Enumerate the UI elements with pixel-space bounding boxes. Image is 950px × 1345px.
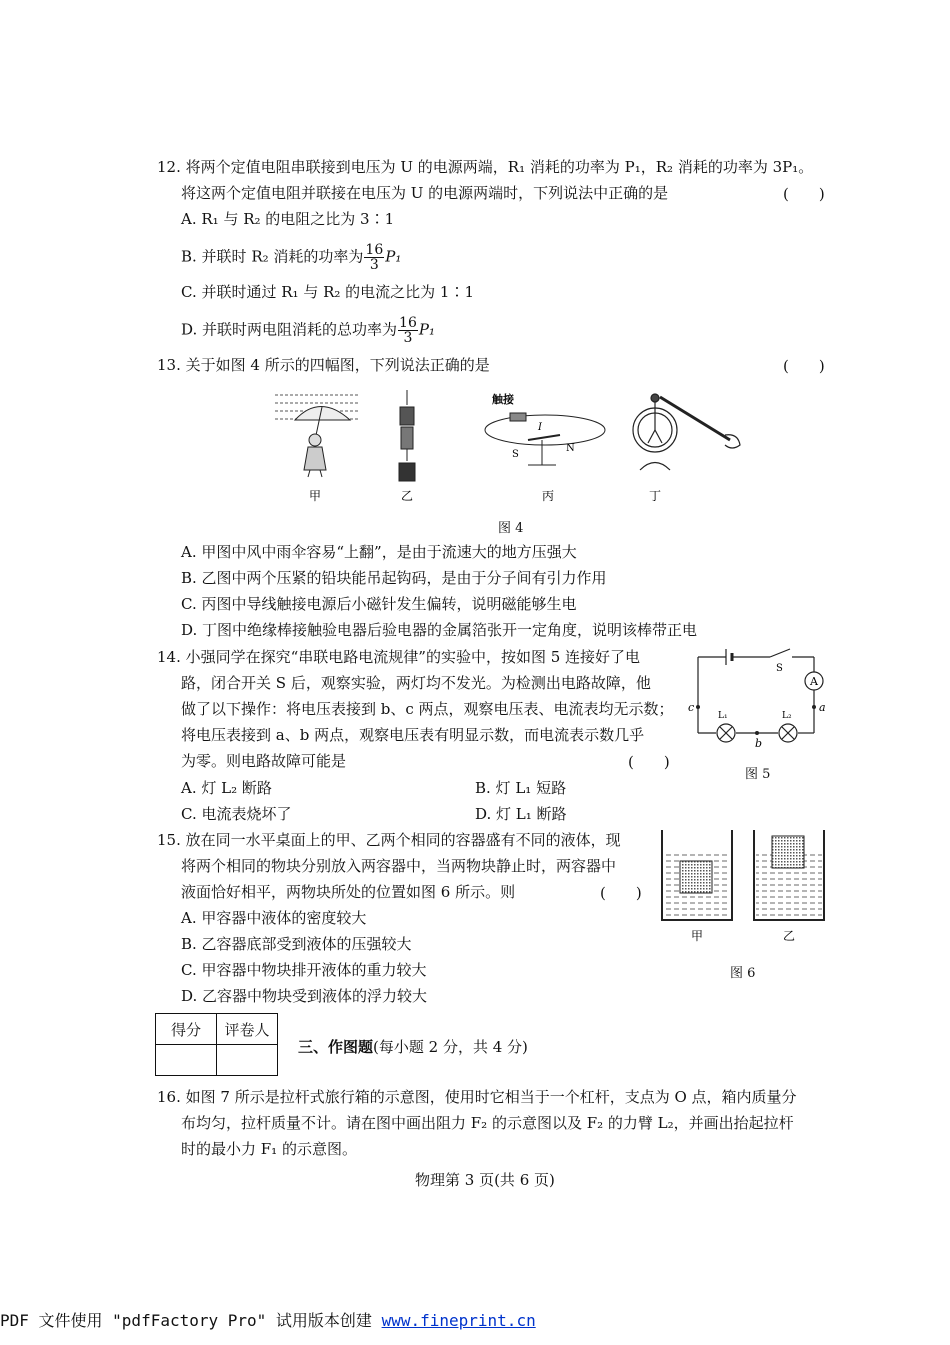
q15-stem-line1: 15. 放在同一水平桌面上的甲、乙两个相同的容器盛有不同的液体，现 — [157, 831, 621, 849]
q12-stem-line1: 12. 将两个定值电阻串联接到电压为 U 的电源两端，R₁ 消耗的功率为 P₁，R₂ 消耗的功率为 3P₁。 — [157, 158, 814, 176]
score-blank-cell — [156, 1045, 217, 1076]
q14-option-a: A. 灯 L₂ 断路 — [181, 779, 272, 797]
fraction-denominator: 3 — [403, 330, 413, 346]
q15-option-b: B. 乙容器底部受到液体的压强较大 — [181, 935, 412, 953]
fig6-container-jia — [662, 830, 732, 920]
fig4-south-label: S — [512, 449, 519, 460]
fig4-current-label: I — [538, 422, 542, 433]
fig4-label-jia: 甲 — [308, 489, 322, 503]
q14-stem-line3: 做了以下操作：将电压表接到 b、c 两点，观察电压表、电流表均无示数； — [181, 700, 674, 718]
watermark-link[interactable]: www.fineprint.cn — [381, 1311, 536, 1330]
pdffactory-watermark — [0, 1308, 536, 1331]
q15-stem-line2: 将两个相同的物块分别放入两容器中，当两物块静止时，两容器中 — [181, 857, 617, 875]
q12-option-d — [181, 316, 435, 345]
q14-stem-line2: 路，闭合开关 S 后，观察实验，两灯均不发光。为检测出电路故障，他 — [181, 674, 651, 692]
grader-blank-cell — [217, 1045, 278, 1076]
fig5-ammeter-label: A — [810, 675, 818, 688]
q13-stem: 13. 关于如图 4 所示的四幅图，下列说法正确的是 — [157, 356, 490, 374]
q13-option-b: B. 乙图中两个压紧的铅块能吊起钩码，是由于分子间有引力作用 — [181, 569, 607, 587]
fig5-point-c — [696, 705, 700, 709]
q14-stem-line4: 将电压表接到 a、b 两点，观察电压表有明显示数，而电流表示数几乎 — [181, 726, 645, 744]
fig5-a-label: a — [819, 701, 826, 714]
grader-label: 评卷人 — [217, 1014, 278, 1045]
q14-option-b: B. 灯 L₁ 短路 — [475, 779, 567, 797]
fig5-lamp-l1-icon — [717, 724, 735, 742]
watermark-text: PDF 文件使用 "pdfFactory Pro" 试用版本创建 — [0, 1311, 372, 1330]
fig5-c-label: c — [688, 701, 695, 714]
q12-stem-line2: 将这两个定值电阻并联接在电压为 U 的电源两端时，下列说法中正确的是 — [181, 184, 669, 202]
section3-heading — [298, 1037, 528, 1057]
q15-option-d: D. 乙容器中物块受到液体的浮力较大 — [181, 987, 428, 1005]
fig5-ammeter-icon — [805, 672, 823, 690]
q13-answer-paren: ( ) — [783, 357, 825, 375]
fig6-caption: 图 6 — [730, 966, 756, 981]
score-box — [155, 1013, 278, 1076]
fig4-label-bing: 丙 — [541, 489, 555, 503]
fig4-touch-label: 触接 — [492, 393, 514, 406]
fig6-container-yi — [754, 830, 824, 920]
fraction-numerator: 16 — [365, 242, 384, 258]
fig4-oersted-illustration — [485, 413, 605, 465]
q15-stem-line3: 液面恰好相平，两物块所处的位置如图 6 所示。则 — [181, 883, 516, 901]
fraction-numerator: 16 — [399, 315, 417, 331]
q12-option-b-text: B. 并联时 R₂ 消耗的功率为 — [181, 247, 364, 266]
fig4-umbrella-illustration — [275, 395, 360, 477]
q12-answer-paren: ( ) — [783, 185, 825, 203]
q12-option-b — [181, 243, 401, 272]
fig5-caption: 图 5 — [745, 767, 771, 782]
fig4-electroscope-illustration — [633, 394, 740, 470]
q15-option-c: C. 甲容器中物块排开液体的重力较大 — [181, 961, 427, 979]
q13-option-a: A. 甲图中风中雨伞容易“上翻”，是由于流速大的地方压强大 — [181, 543, 577, 561]
q13-option-c: C. 丙图中导线触接电源后小磁针发生偏转，说明磁能够生电 — [181, 595, 577, 613]
q16-stem-line1: 16. 如图 7 所示是拉杆式旅行箱的示意图，使用时它相当于一个杠杆，支点为 O 点，箱内质量分 — [157, 1088, 797, 1106]
fig5-point-a — [812, 705, 816, 709]
fraction-denominator: 3 — [369, 257, 379, 273]
q12-option-d-text: D. 并联时两电阻消耗的总功率为 — [181, 320, 398, 339]
q12-option-b-fraction — [364, 243, 384, 272]
fig5-wires — [698, 649, 814, 733]
fig6-label-jia: 甲 — [690, 929, 704, 943]
q12-option-a: A. R₁ 与 R₂ 的电阻之比为 3∶1 — [181, 210, 395, 228]
figure-6-containers — [658, 828, 838, 953]
q15-answer-paren: ( ) — [600, 884, 642, 902]
fig5-point-b — [755, 731, 759, 735]
fig4-label-yi: 乙 — [400, 489, 414, 503]
q12-option-c: C. 并联时通过 R₁ 与 R₂ 的电流之比为 1∶1 — [181, 283, 475, 301]
section3-note: (每小题 2 分，共 4 分) — [373, 1038, 528, 1056]
q14-option-d: D. 灯 L₁ 断路 — [475, 805, 567, 823]
q12-option-b-var: P₁ — [385, 247, 402, 266]
fig5-l2-label: L₂ — [782, 711, 792, 721]
q16-stem-line3: 时的最小力 F₁ 的示意图。 — [181, 1140, 357, 1158]
fig6-label-yi: 乙 — [782, 929, 796, 943]
q14-stem-line5: 为零。则电路故障可能是 — [181, 752, 347, 770]
q14-option-c: C. 电流表烧坏了 — [181, 805, 292, 823]
q15-option-a: A. 甲容器中液体的密度较大 — [181, 909, 367, 927]
figure-4 — [270, 385, 770, 510]
q14-answer-paren: ( ) — [628, 753, 670, 771]
page-footer: 物理第 3 页(共 6 页) — [415, 1171, 555, 1189]
fig4-north-label: N — [566, 443, 575, 454]
section3-title: 三、作图题 — [298, 1038, 374, 1056]
figure-5-circuit — [688, 645, 838, 755]
q16-stem-line2: 布均匀，拉杆质量不计。请在图中画出阻力 F₂ 的示意图以及 F₂ 的力臂 L₂，并画出抬起拉杆 — [181, 1114, 794, 1132]
score-label: 得分 — [156, 1014, 217, 1045]
q12-option-d-var: P₁ — [418, 320, 435, 339]
q13-option-d: D. 丁图中绝缘棒接触验电器后验电器的金属箔张开一定角度，说明该棒带正电 — [181, 621, 698, 639]
fig5-l1-label: L₁ — [718, 711, 728, 721]
q14-stem-line1: 14. 小强同学在探究“串联电路电流规律”的实验中，按如图 5 连接好了电 — [157, 648, 641, 666]
fig4-label-ding: 丁 — [648, 489, 662, 503]
q12-option-d-fraction — [398, 316, 418, 345]
fig4-caption: 图 4 — [498, 521, 524, 536]
fig4-lead-blocks-illustration — [399, 390, 415, 481]
fig5-lamp-l2-icon — [779, 724, 797, 742]
fig5-switch-label: S — [776, 663, 783, 674]
fig5-b-label: b — [755, 737, 763, 750]
